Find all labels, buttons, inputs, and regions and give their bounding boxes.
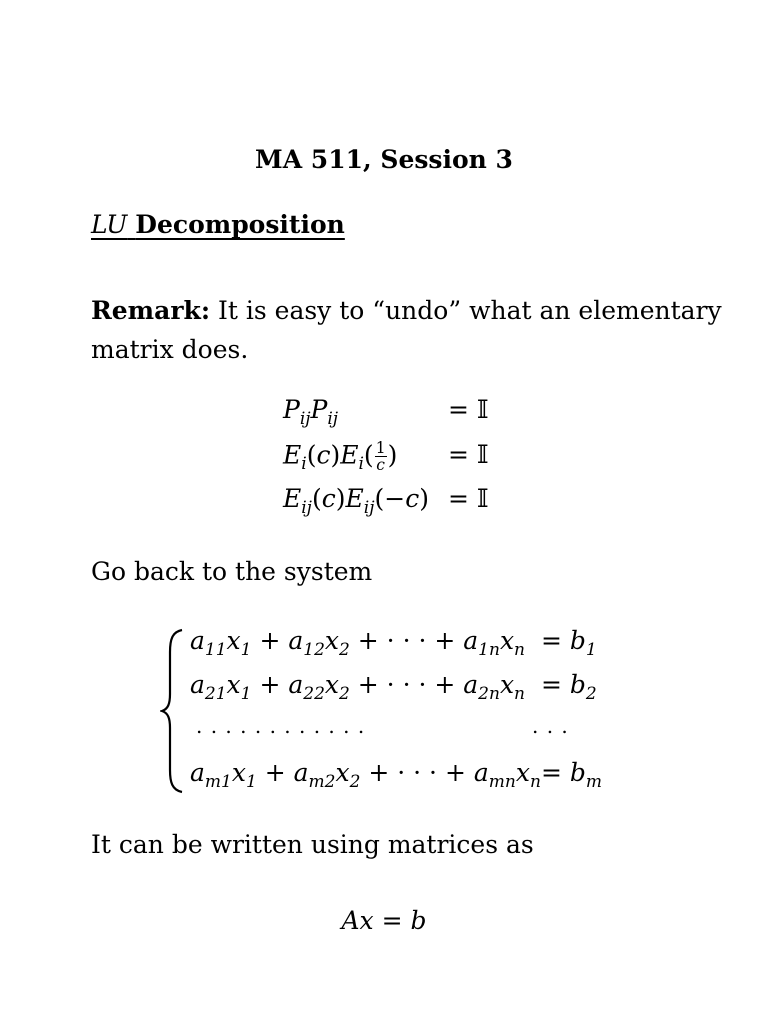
- system-row-2-rhs: = $b_2$: [541, 670, 597, 704]
- system-row-4-rhs: = $b_m$: [541, 758, 603, 792]
- left-brace: [160, 628, 190, 794]
- identity-3-rhs: = 𝕀: [448, 484, 489, 513]
- matrix-equation: Ax = b: [341, 906, 427, 935]
- identity-2-rhs: = 𝕀: [448, 440, 489, 469]
- section-heading-word: Decomposition: [135, 210, 345, 239]
- remark-text: It is easy to “undo” what an elementary: [218, 296, 722, 325]
- identity-1-lhs: $P_{ij}P_{ij}$: [283, 395, 339, 429]
- go-back-text: Go back to the system: [91, 557, 373, 586]
- system-row-3-dots-left: . . . . . . . . . . . .: [196, 714, 366, 738]
- system-row-1-rhs: = $b_1$: [541, 626, 597, 660]
- section-heading-lu: LU: [91, 210, 128, 239]
- remark-line-1: [91, 296, 722, 325]
- system-row-1: $a_{11}x_1 + a_{12}x_2$ + · · · + $a_{1n}x_n$: [190, 626, 525, 660]
- remark-label: Remark:: [91, 296, 211, 325]
- remark-line-2: matrix does.: [91, 335, 249, 364]
- fraction-one-over-c: $\frac{1}{c}$: [375, 439, 386, 475]
- identity-1-rhs: = 𝕀: [448, 395, 489, 424]
- identity-2-lhs: $E_i(c)E_i$( $\frac{1}{c}$ ): [283, 439, 398, 475]
- system-row-3-dots-right: . . .: [532, 714, 569, 738]
- system-row-4: $a_{m1}x_1 + a_{m2}x_2$ + · · · + $a_{mn}x_n$: [190, 758, 541, 792]
- section-heading: [91, 210, 345, 239]
- identity-3-lhs: $E_{ij}(c)E_{ij}(-c)$: [283, 484, 429, 518]
- matrices-text: It can be written using matrices as: [91, 830, 534, 859]
- page-title: MA 511, Session 3: [255, 145, 513, 174]
- system-row-2: $a_{21}x_1 + a_{22}x_2$ + · · · + $a_{2n}x_n$: [190, 670, 525, 704]
